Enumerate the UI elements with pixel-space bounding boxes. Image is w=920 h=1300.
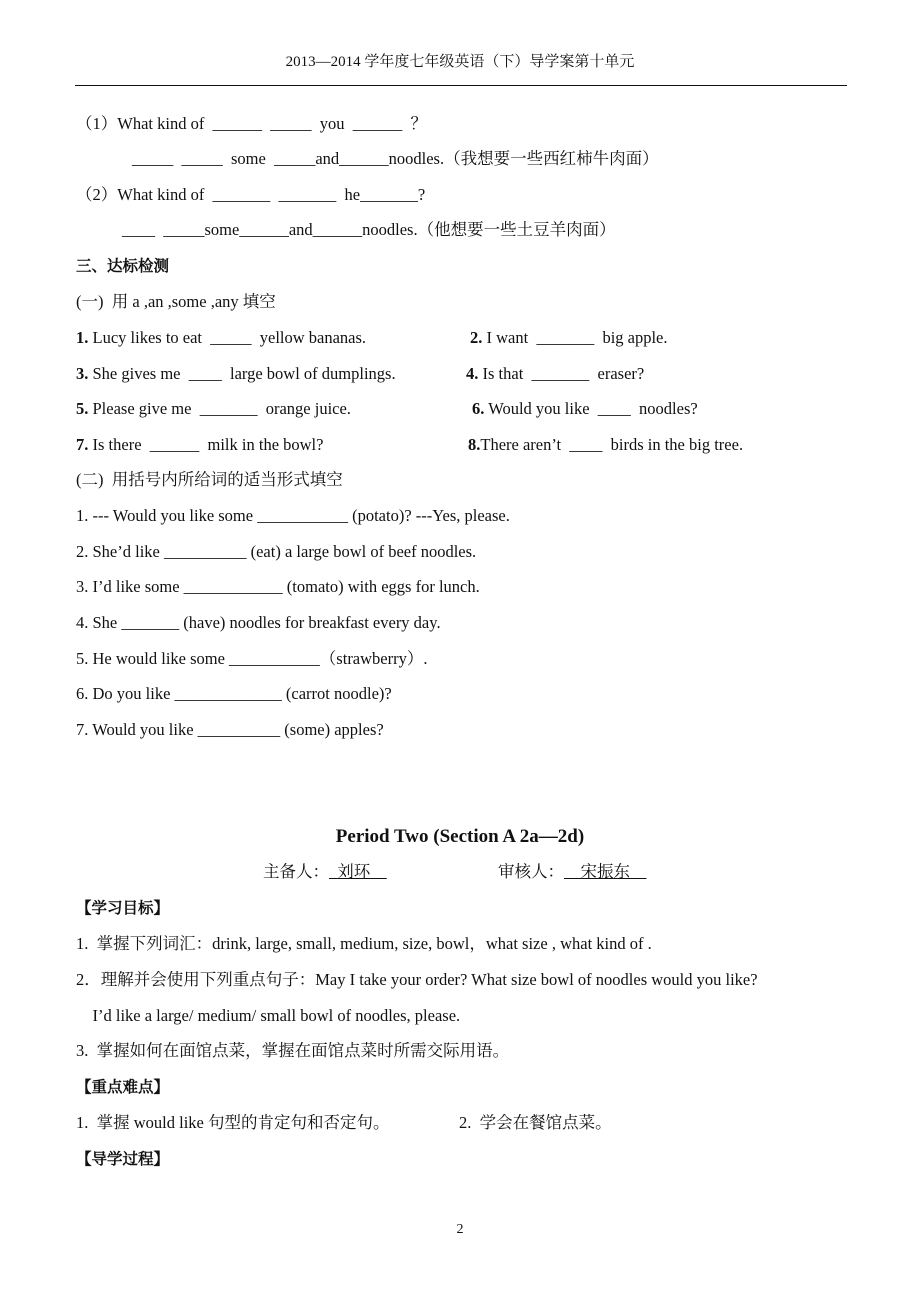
reviewer-name: 宋振东: [580, 862, 630, 881]
goal-2: 2．理解并会使用下列重点句子：May I take your order? What size bowl of noodles would you like?: [76, 970, 758, 989]
fill-item-5: 5. Please give me _______ orange juice.: [76, 399, 351, 418]
form-item-3: 3. I’d like some ____________ (tomato) with eggs for lunch.: [76, 577, 480, 596]
goal-1: 1. 掌握下列词汇：drink, large, small, medium, size, bowl，what size , what kind of .: [76, 934, 652, 953]
goals-heading: 【学习目标】: [76, 899, 170, 917]
form-item-2: 2. She’d like __________ (eat) a large bowl of beef noodles.: [76, 542, 477, 561]
fill-item-8: 8.There aren’t ____ birds in the big tree.: [468, 435, 744, 454]
page-number: 2: [456, 1222, 464, 1237]
preparer-label: 主备人：: [263, 862, 329, 881]
exercise-q2-line2: ____ _____some______and______noodles.（他想要一些土豆羊肉面）: [122, 220, 616, 239]
header-rule: [75, 85, 847, 86]
form-item-5: 5. He would like some ___________（strawberry）.: [76, 649, 428, 668]
fill-item-4: 4. Is that _______ eraser?: [466, 364, 645, 383]
preparer-line: [263, 862, 387, 882]
process-heading: 【导学过程】: [76, 1150, 170, 1168]
key-point-2: 2. 学会在餐馆点菜。: [459, 1113, 612, 1132]
form-item-1: 1. --- Would you like some ___________ (potato)? ---Yes, please.: [76, 506, 510, 525]
fill-item-2: 2. I want _______ big apple.: [470, 328, 668, 347]
form-item-4: 4. She _______ (have) noodles for breakfast every day.: [76, 613, 441, 632]
form-item-7: 7. Would you like __________ (some) apples?: [76, 720, 384, 739]
goal-3: 3. 掌握如何在面馆点菜，掌握在面馆点菜时所需交际用语。: [76, 1041, 510, 1060]
reviewer-label: 审核人：: [498, 862, 564, 881]
sub2-heading: (二) 用括号内所给词的适当形式填空: [76, 470, 343, 489]
fill-item-6: 6. Would you like ____ noodles?: [472, 399, 698, 418]
form-item-6: 6. Do you like _____________ (carrot noodle)?: [76, 684, 392, 703]
period-two-title: Period Two (Section A 2a—2d): [335, 826, 585, 847]
page-header-title: 2013—2014 学年度七年级英语（下）导学案第十单元: [285, 54, 635, 70]
key-heading: 【重点难点】: [76, 1078, 170, 1096]
sub1-heading: (一) 用 a ,an ,some ,any 填空: [76, 292, 276, 311]
exercise-q1-line1: （1）What kind of ______ _____ you ______ ？: [76, 114, 428, 133]
exercise-q1-line2: _____ _____ some _____and______noodles.（我想要一些西红柿牛肉面）: [132, 149, 659, 168]
reviewer-line: [498, 862, 647, 882]
goal-2-continued: I’d like a large/ medium/ small bowl of noodles, please.: [76, 1006, 461, 1025]
fill-item-3: 3. She gives me ____ large bowl of dumplings.: [76, 364, 396, 383]
fill-item-7: 7. Is there ______ milk in the bowl?: [76, 435, 324, 454]
key-point-1: 1. 掌握 would like 句型的肯定句和否定句。: [76, 1113, 390, 1132]
section-three-heading: 三、达标检测: [76, 257, 170, 275]
exercise-q2-line1: （2）What kind of _______ _______ he_______?: [76, 185, 426, 204]
preparer-name: 刘环: [337, 862, 371, 881]
fill-item-1: 1. Lucy likes to eat _____ yellow bananas.: [76, 328, 367, 347]
